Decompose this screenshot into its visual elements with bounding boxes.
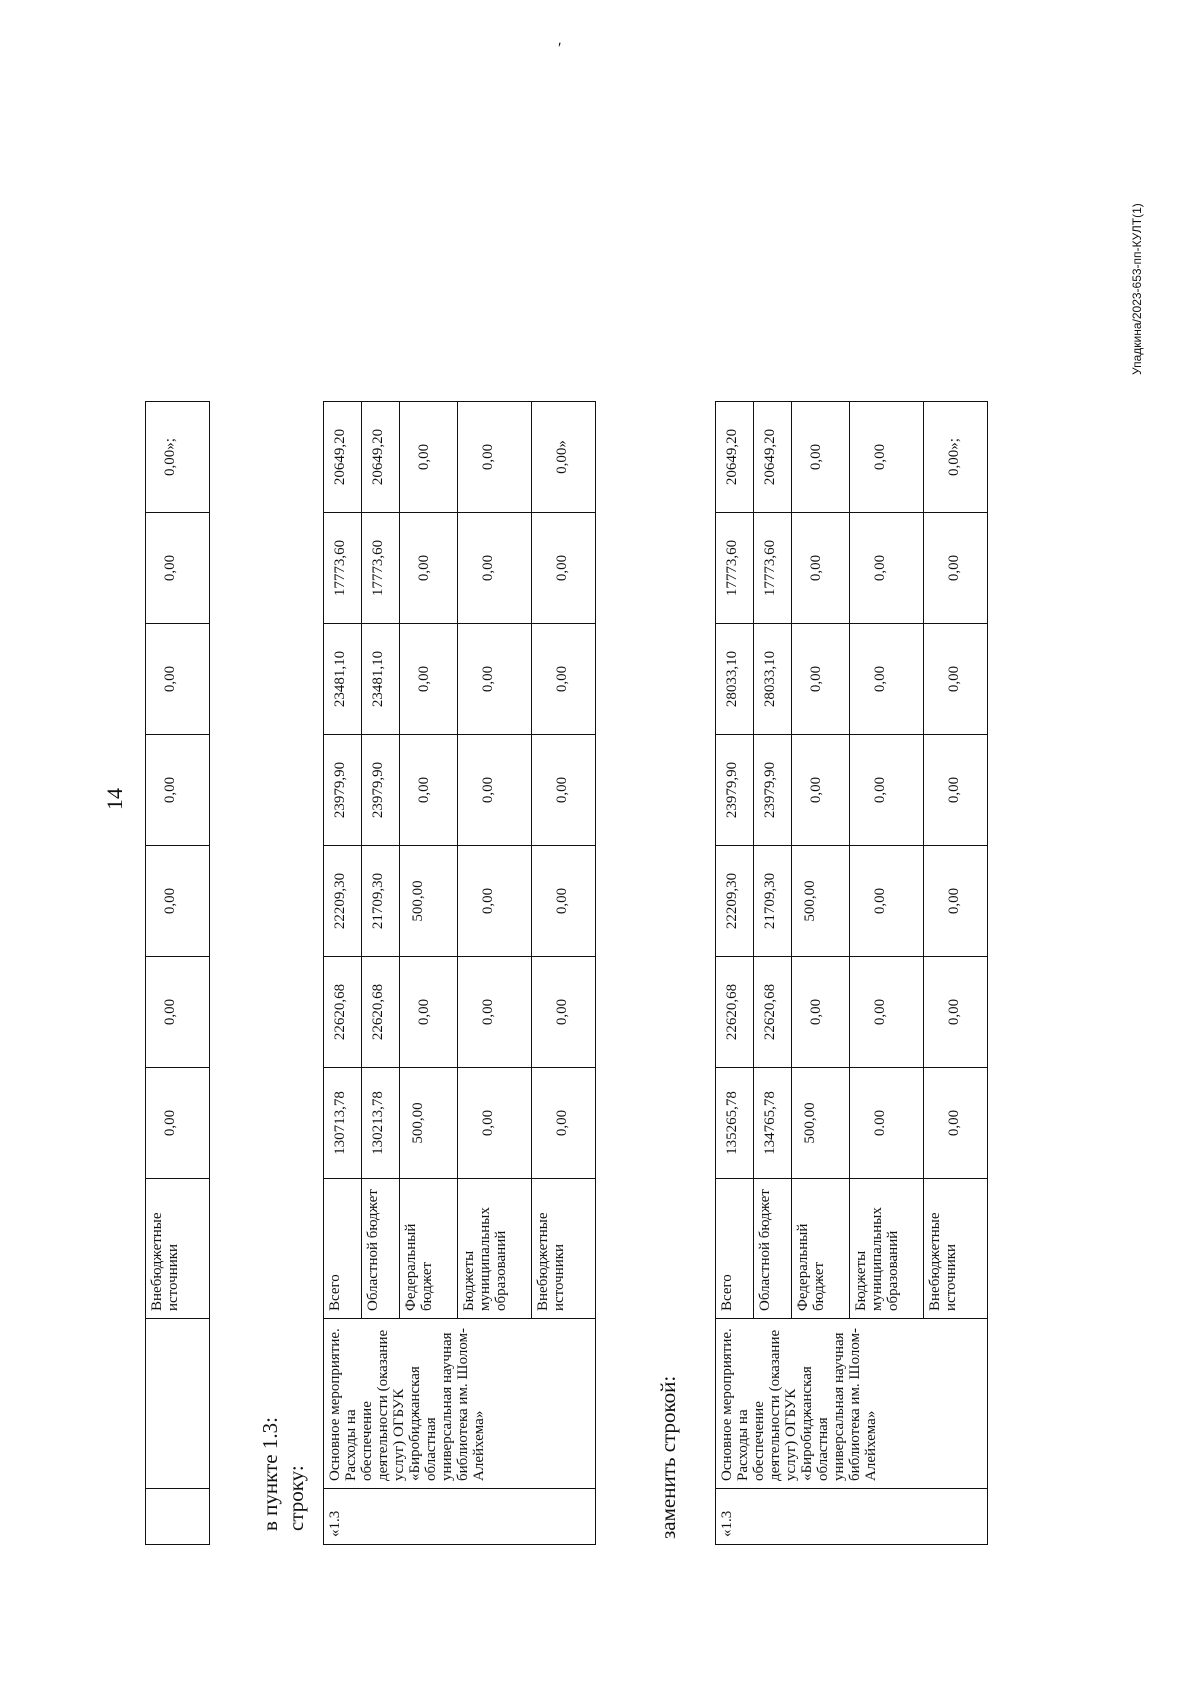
old-table	[323, 401, 596, 1545]
value-cell: 0,00	[924, 624, 988, 735]
value-cell: 0,00	[400, 402, 458, 513]
table-row	[324, 402, 362, 1545]
page-number: 14	[102, 788, 127, 810]
value-cell: 23979,90	[324, 735, 362, 846]
value-cell: 0,00	[458, 1068, 532, 1179]
value-cell: 22620,68	[324, 957, 362, 1068]
source-cell: Областной бюджет	[362, 1179, 400, 1319]
value-cell: 134765,78	[754, 1068, 792, 1179]
value-cell: 17773,60	[716, 513, 754, 624]
value-cell: 22620,68	[716, 957, 754, 1068]
value-cell: 0,00	[400, 513, 458, 624]
value-cell: 0,00	[146, 513, 210, 624]
value-cell: 0,00	[400, 735, 458, 846]
new-table	[715, 401, 988, 1545]
value-cell: 500,00	[400, 846, 458, 957]
intro-label-2: строку:	[284, 1465, 308, 1531]
value-cell: 0,00	[400, 624, 458, 735]
rotated-content	[145, 165, 1045, 1545]
top-table	[145, 401, 210, 1545]
stray-mark: ʹ	[558, 40, 562, 57]
value-cell: 0,00	[924, 1068, 988, 1179]
source-cell: Федеральный бюджет	[400, 1179, 458, 1319]
value-cell: 0,00	[792, 735, 850, 846]
value-cell: 0,00	[458, 513, 532, 624]
value-cell: 0,00	[924, 513, 988, 624]
table-row	[716, 402, 754, 1545]
value-cell: 0,00	[458, 957, 532, 1068]
source-cell: Всего	[716, 1179, 754, 1319]
value-cell: 500,00	[792, 1068, 850, 1179]
value-cell: 0,00	[924, 846, 988, 957]
value-cell: 0,00	[532, 735, 596, 846]
value-cell: 0,00	[146, 957, 210, 1068]
value-cell: 0,00	[792, 957, 850, 1068]
source-cell: Федеральный бюджет	[792, 1179, 850, 1319]
value-cell: 0.00	[850, 1068, 924, 1179]
value-cell: 20649,20	[754, 402, 792, 513]
value-cell: 0,00	[532, 1068, 596, 1179]
value-cell: 0,00»	[532, 402, 596, 513]
source-cell: Бюджеты муниципальных образований	[458, 1179, 532, 1319]
value-cell: 0,00	[532, 957, 596, 1068]
num-cell: «1.3	[324, 1489, 596, 1545]
value-cell: 0,00	[850, 402, 924, 513]
intro-label: в пункте 1.3:	[258, 1417, 282, 1531]
num-cell: «1.3	[716, 1489, 988, 1545]
value-cell: 0,00	[850, 624, 924, 735]
value-cell: 23979,90	[754, 735, 792, 846]
value-cell: 0,00	[146, 1068, 210, 1179]
value-cell: 130213,78	[362, 1068, 400, 1179]
value-cell: 0,00	[850, 513, 924, 624]
value-cell: 20649,20	[324, 402, 362, 513]
table-row	[146, 402, 210, 1545]
value-cell: 0,00	[924, 735, 988, 846]
source-cell: Всего	[324, 1179, 362, 1319]
value-cell: 0,00	[532, 624, 596, 735]
value-cell: 20649,20	[362, 402, 400, 513]
source-cell: Внебюджетные источники	[532, 1179, 596, 1319]
value-cell: 23979,90	[362, 735, 400, 846]
title-cell: Основное мероприятие. Расходы на обеспечение деятельности (оказание услуг) ОГБУК «Биробиджанская областная универсальная научная библиотека им. Шолом-Алейхема»	[324, 1319, 596, 1489]
value-cell: 500,00	[400, 1068, 458, 1179]
replace-label: заменить строкой:	[656, 1375, 680, 1539]
value-cell: 22209,30	[716, 846, 754, 957]
value-cell: 500,00	[792, 846, 850, 957]
value-cell: 0,00»;	[146, 402, 210, 513]
value-cell: 0,00	[792, 402, 850, 513]
value-cell: 0,00	[146, 735, 210, 846]
value-cell: 28033,10	[716, 624, 754, 735]
value-cell: 0,00	[850, 957, 924, 1068]
value-cell: 17773,60	[324, 513, 362, 624]
value-cell: 0,00	[850, 846, 924, 957]
value-cell: 23979,90	[716, 735, 754, 846]
value-cell: 0,00	[458, 846, 532, 957]
source-cell: Областной бюджет	[754, 1179, 792, 1319]
value-cell: 21709,30	[754, 846, 792, 957]
title-cell	[146, 1319, 210, 1489]
source-cell: Бюджеты муниципальных образований	[850, 1179, 924, 1319]
value-cell: 0,00	[924, 957, 988, 1068]
value-cell: 22620,68	[754, 957, 792, 1068]
value-cell: 0,00	[458, 624, 532, 735]
value-cell: 0,00	[532, 846, 596, 957]
value-cell: 23481,10	[362, 624, 400, 735]
value-cell: 22209,30	[324, 846, 362, 957]
value-cell: 17773,60	[362, 513, 400, 624]
value-cell: 0,00	[850, 735, 924, 846]
value-cell: 22620,68	[362, 957, 400, 1068]
value-cell: 17773,60	[754, 513, 792, 624]
title-cell: Основное мероприятие. Расходы на обеспечение деятельности (оказание услуг) ОГБУК «Биробиджанская областная универсальная научная библиотека им. Шолом-Алейхема»	[716, 1319, 988, 1489]
value-cell: 0,00	[146, 846, 210, 957]
value-cell: 23481,10	[324, 624, 362, 735]
value-cell: 0,00	[458, 735, 532, 846]
source-cell: Внебюджетные источники	[146, 1179, 210, 1319]
value-cell: 0,00	[792, 513, 850, 624]
value-cell: 0,00	[400, 957, 458, 1068]
value-cell: 28033,10	[754, 624, 792, 735]
source-cell: Внебюджетные источники	[924, 1179, 988, 1319]
value-cell: 135265,78	[716, 1068, 754, 1179]
num-cell	[146, 1489, 210, 1545]
value-cell: 0,00	[458, 402, 532, 513]
value-cell: 0,00»;	[924, 402, 988, 513]
value-cell: 0,00	[146, 624, 210, 735]
value-cell: 130713,78	[324, 1068, 362, 1179]
value-cell: 20649,20	[716, 402, 754, 513]
value-cell: 21709,30	[362, 846, 400, 957]
value-cell: 0,00	[532, 513, 596, 624]
document-footer: Упадкина/2023-653-пп-КУЛТ(1)	[1130, 203, 1144, 375]
value-cell: 0,00	[792, 624, 850, 735]
